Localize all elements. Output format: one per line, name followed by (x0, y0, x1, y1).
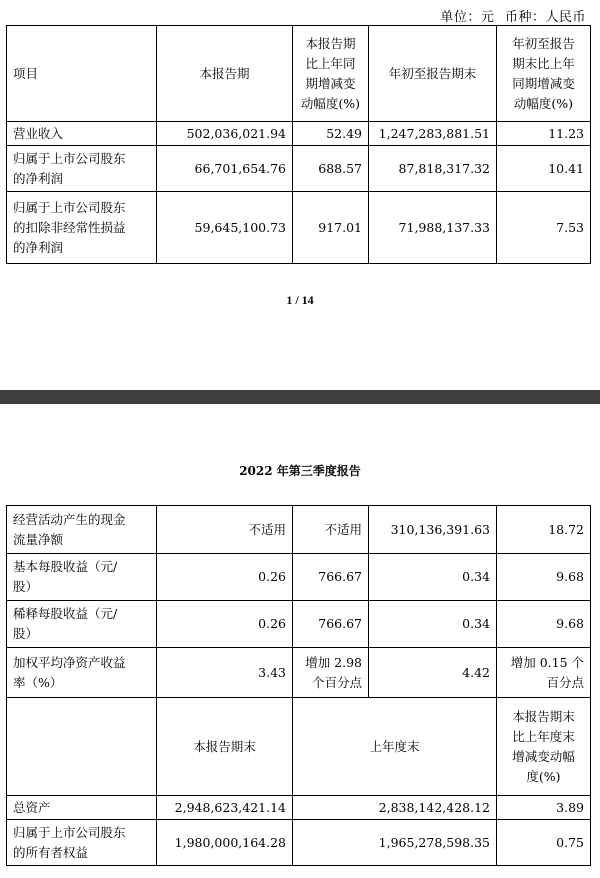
header-ytd: 年初至报告期末 (369, 26, 497, 122)
cell-prior-year-end: 2,838,142,428.12 (293, 796, 497, 820)
cell-ytd: 0.34 (369, 601, 497, 648)
label-line: 归属于上市公司股东 (13, 824, 126, 840)
cell-period-end: 1,980,000,164.28 (157, 820, 293, 866)
header-line: 期增减变 (305, 75, 356, 91)
table-row (7, 554, 591, 601)
row-label (7, 820, 157, 866)
value-line: 个百分点 (311, 674, 362, 690)
label-line: 的净利润 (13, 170, 64, 186)
cell-ytd: 310,136,391.63 (369, 506, 497, 554)
row-label: 总资产 (7, 796, 157, 820)
row-label (7, 146, 157, 192)
label-line: 归属于上市公司股东 (13, 199, 126, 215)
header-current-change (293, 26, 369, 122)
cell-current-change: 不适用 (293, 506, 369, 554)
cell-balance-change: 3.89 (497, 796, 591, 820)
header-line: 同期增减变 (512, 75, 575, 91)
table-row (7, 192, 591, 264)
cell-current-change: 917.01 (293, 192, 369, 264)
label-line: 流量净额 (13, 531, 64, 547)
label-line: 率（%） (13, 674, 63, 690)
label-line: 经营活动产生的现金 (13, 511, 126, 527)
table-row (7, 820, 591, 866)
cell-current: 0.26 (157, 554, 293, 601)
currency-label: 币种：人民币 (504, 10, 586, 25)
cell-current-change: 766.67 (293, 554, 369, 601)
cell-current: 不适用 (157, 506, 293, 554)
label-line: 股） (13, 579, 39, 594)
table-row (7, 146, 591, 192)
row-label (7, 648, 157, 698)
page-divider (0, 390, 600, 404)
table-row (7, 648, 591, 698)
header-line: 本报告期 (305, 35, 356, 51)
table-row (7, 506, 591, 554)
header-ytd-change (497, 26, 591, 122)
financials-continued-table (6, 505, 591, 866)
table-row (7, 796, 591, 820)
cell-ytd-change (497, 648, 591, 698)
row-label (7, 601, 157, 648)
header-balance-change (497, 698, 591, 796)
row-label (7, 192, 157, 264)
balance-header-row (7, 698, 591, 796)
unit-currency-line (434, 6, 586, 25)
label-line: 归属于上市公司股东 (13, 150, 126, 166)
cell-ytd: 87,818,317.32 (369, 146, 497, 192)
header-line: 年初至报告 (512, 35, 575, 51)
label-line: 基本每股收益（元/ (13, 559, 118, 574)
cell-ytd-change: 9.68 (497, 554, 591, 601)
cell-balance-change: 0.75 (497, 820, 591, 866)
cell-current: 0.26 (157, 601, 293, 648)
cell-prior-year-end: 1,965,278,598.35 (293, 820, 497, 866)
cell-ytd: 71,988,137.33 (369, 192, 497, 264)
unit-label: 单位：元 (440, 10, 495, 25)
header-period-end: 本报告期末 (157, 698, 293, 796)
cell-ytd: 1,247,283,881.51 (369, 122, 497, 146)
table-header-row (7, 26, 591, 122)
label-line: 的净利润 (13, 239, 64, 255)
table-row (7, 122, 591, 146)
header-line: 期末比上年 (512, 55, 575, 71)
header-line: 本报告期末 (512, 708, 575, 724)
page-number: 1 / 14 (286, 293, 314, 307)
label-line: 的扣除非经常性损益 (13, 219, 126, 235)
cell-current: 502,036,021.94 (157, 122, 293, 146)
cell-ytd-change: 9.68 (497, 601, 591, 648)
row-label (7, 506, 157, 554)
cell-current: 66,701,654.76 (157, 146, 293, 192)
table-row (7, 601, 591, 648)
header-line: 比上年度末 (512, 728, 575, 744)
cell-current: 3.43 (157, 648, 293, 698)
key-financials-table (6, 25, 591, 264)
report-title: 2022 年第三季度报告 (239, 464, 361, 478)
cell-current-change (293, 648, 369, 698)
cell-current-change: 52.49 (293, 122, 369, 146)
cell-ytd: 0.34 (369, 554, 497, 601)
header-line: 动幅度(%) (300, 95, 361, 111)
label-line: 加权平均净资产收益 (13, 654, 126, 670)
cell-ytd-change: 18.72 (497, 506, 591, 554)
header-prior-year-end: 上年度末 (293, 698, 497, 796)
cell-ytd-change: 11.23 (497, 122, 591, 146)
cell-current-change: 766.67 (293, 601, 369, 648)
label-line: 的所有者权益 (13, 844, 89, 860)
cell-current-change: 688.57 (293, 146, 369, 192)
header-line: 比上年同 (305, 55, 356, 71)
cell-ytd: 4.42 (369, 648, 497, 698)
balance-header-empty (7, 698, 157, 796)
row-label: 营业收入 (7, 122, 157, 146)
header-line: 增减变动幅 (512, 748, 575, 764)
header-item: 项目 (7, 26, 157, 122)
value-line: 增加 0.15 个 (510, 654, 584, 670)
cell-ytd-change: 7.53 (497, 192, 591, 264)
row-label (7, 554, 157, 601)
header-current: 本报告期 (157, 26, 293, 122)
value-line: 百分点 (546, 674, 584, 690)
label-line: 股） (13, 626, 39, 641)
cell-current: 59,645,100.73 (157, 192, 293, 264)
label-line: 稀释每股收益（元/ (13, 606, 118, 621)
header-line: 动幅度(%) (513, 95, 574, 111)
cell-ytd-change: 10.41 (497, 146, 591, 192)
header-line: 度(%) (526, 768, 561, 784)
cell-period-end: 2,948,623,421.14 (157, 796, 293, 820)
value-line: 增加 2.98 (305, 654, 362, 670)
